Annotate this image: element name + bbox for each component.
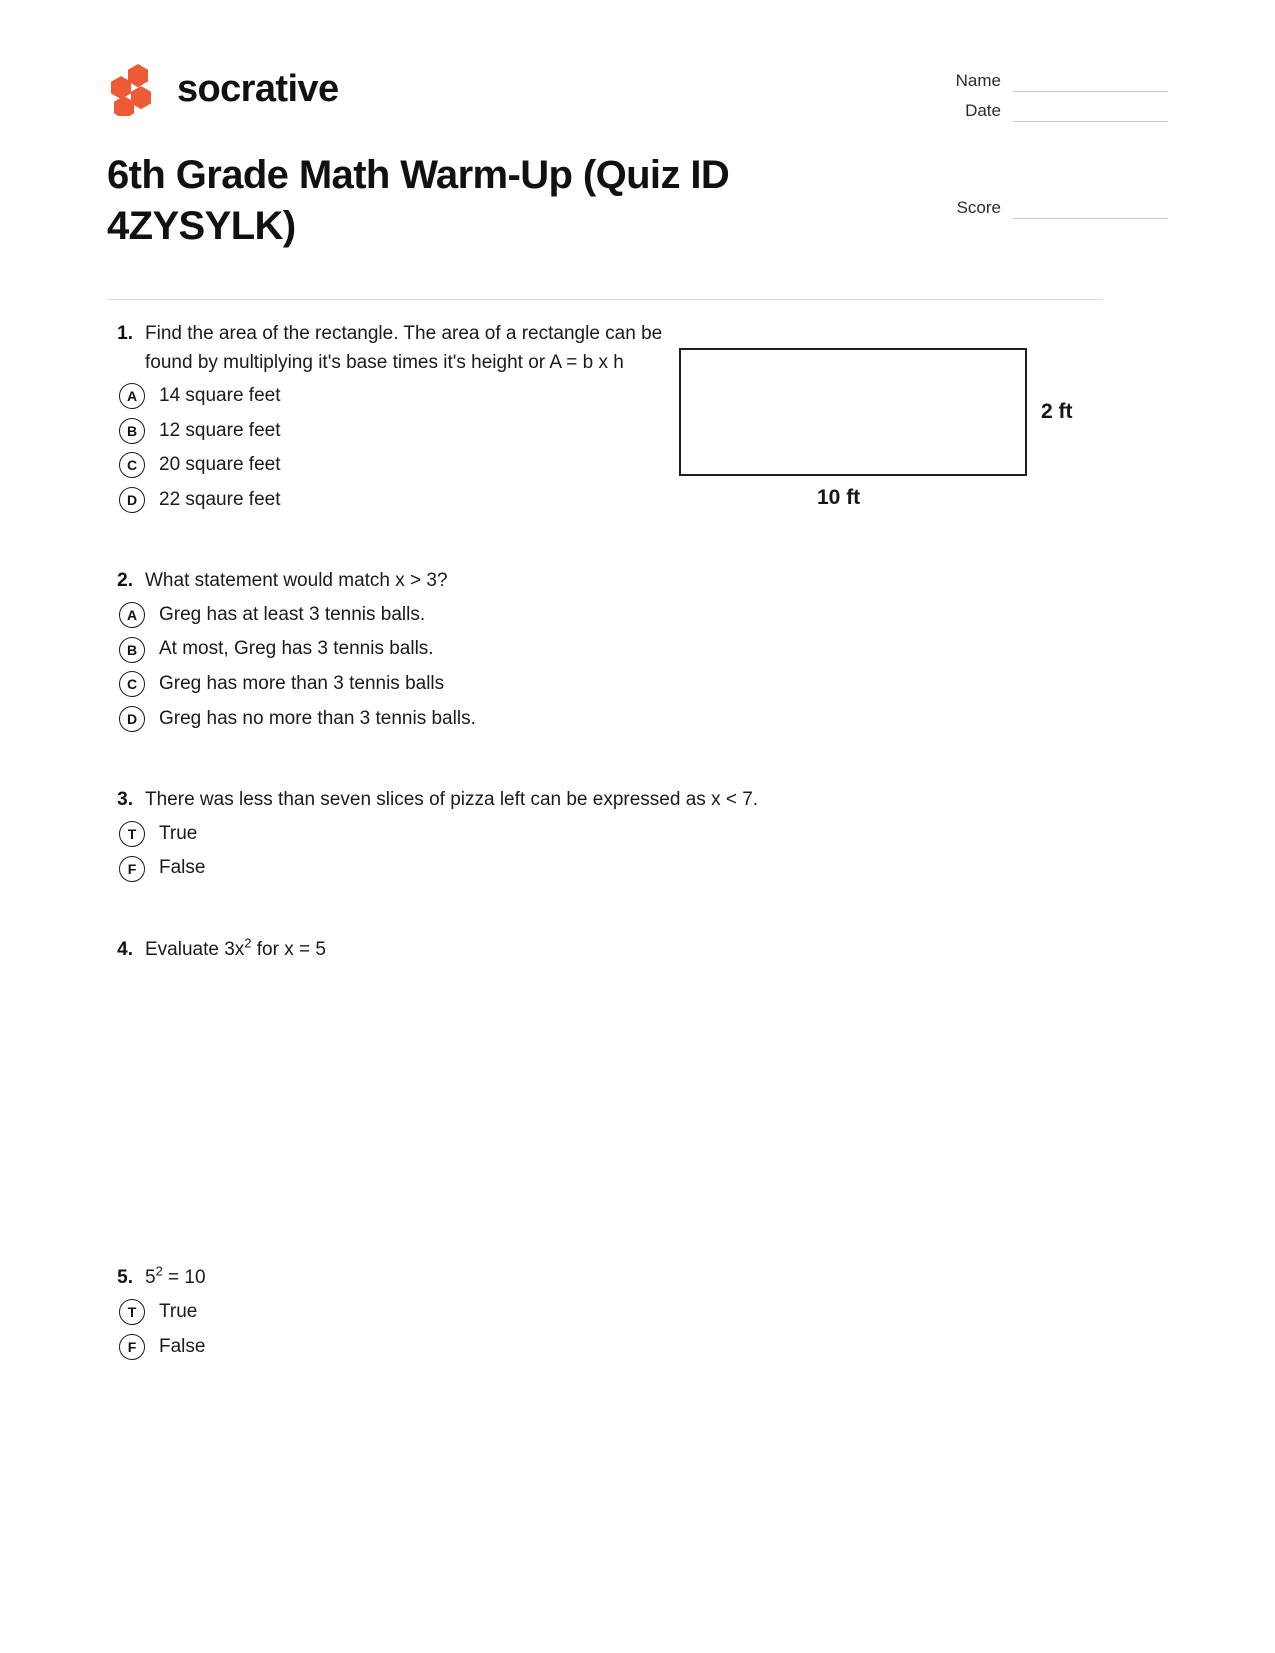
question-3-options [107,821,1107,882]
date-field-row [913,100,1168,122]
spacer-after-q1 [107,521,1107,567]
meta-fields [913,70,1168,227]
question-1-text: Find the area of the rectangle. The area of a rectangle can be found by multiplying it's base times it's height or A = b x h [145,323,663,373]
rectangle-shape [679,348,1027,476]
option-bubble-d[interactable]: D [119,706,145,732]
option-bubble-b[interactable]: B [119,637,145,663]
option-bubble-a[interactable]: A [119,383,145,409]
question-2-option-c[interactable] [107,671,1107,698]
question-2-number: 2. [117,570,133,592]
question-3-text: There was less than seven slices of pizza left can be expressed as x < 7. [145,789,759,811]
question-5-exponent: 2 [155,1264,163,1280]
date-field-label: Date [965,101,1001,121]
option-bubble-a[interactable]: A [119,602,145,628]
question-4-head [107,936,1107,965]
score-field-input[interactable] [1013,199,1168,219]
score-field-row [913,197,1168,219]
question-2-option-d[interactable] [107,706,1107,733]
question-1-head [107,320,667,377]
hexagon-cluster-logo-icon [107,62,159,116]
question-1-option-b[interactable] [107,418,667,445]
option-bubble-true[interactable]: T [119,821,145,847]
option-label-c: 20 square feet [159,454,281,476]
option-label-true: True [159,822,198,844]
question-4-answer-space[interactable] [107,964,1107,1264]
question-1-body [107,320,667,513]
name-field-label: Name [955,71,1001,90]
question-5-number: 5. [117,1267,133,1289]
question-4-exponent: 2 [244,935,252,951]
option-label-false: False [159,857,206,879]
header-divider [107,299,1103,300]
question-3-option-false[interactable] [107,855,1107,882]
name-field-row [913,70,1168,92]
question-2-option-b[interactable] [107,636,1107,663]
date-field-input[interactable] [1013,102,1168,122]
rectangle-height-label: 2 ft [1041,400,1073,423]
question-1-number: 1. [117,323,133,344]
question-1-option-a[interactable] [107,383,667,410]
question-2-head [107,567,1107,596]
option-label-a: 14 square feet [159,385,281,406]
brand-logo [107,62,338,116]
rectangle-width-label: 10 ft [817,486,861,509]
question-2-option-a[interactable] [107,602,1107,629]
option-bubble-c[interactable]: C [119,452,145,478]
option-label-d: 22 sqaure feet [159,488,281,510]
option-bubble-c[interactable]: C [119,671,145,697]
option-label-c: Greg has more than 3 tennis balls [159,673,445,695]
option-label-b: 12 square feet [159,419,281,441]
question-5 [107,1264,1107,1360]
question-4-number: 4. [117,938,133,960]
score-field-label: Score [956,198,1001,218]
option-label-d: Greg has no more than 3 tennis balls. [159,707,476,729]
question-4-text [145,936,326,965]
questions-list [107,320,1107,1368]
question-5-option-false[interactable] [107,1334,1107,1361]
question-5-text-prefix: 5 [145,1267,156,1289]
question-4-text-prefix: Evaluate 3x [145,938,245,960]
question-1-options [107,383,667,513]
question-5-text-suffix: = 10 [162,1267,206,1289]
question-2 [107,567,1107,732]
option-label-false: False [159,1335,206,1357]
spacer-after-q2 [107,740,1107,786]
question-3-number: 3. [117,789,133,811]
name-field-input[interactable] [1013,72,1168,92]
option-label-true: True [159,1300,198,1322]
option-label-a: Greg has at least 3 tennis balls. [159,603,426,625]
question-5-head [107,1264,1107,1293]
question-1 [107,320,1107,513]
option-bubble-d[interactable]: D [119,487,145,513]
option-bubble-false[interactable]: F [119,856,145,882]
spacer-after-q3 [107,890,1107,936]
question-1-figure [667,328,1097,528]
question-2-text: What statement would match x > 3? [145,570,448,592]
question-1-option-c[interactable] [107,452,667,479]
option-label-b: At most, Greg has 3 tennis balls. [159,638,434,660]
question-3-option-true[interactable] [107,821,1107,848]
page-header [107,50,1168,300]
option-bubble-true[interactable]: T [119,1299,145,1325]
question-5-options [107,1299,1107,1360]
question-1-option-d[interactable] [107,487,667,514]
page-title: 6th Grade Math Warm-Up (Quiz ID 4ZYSYLK) [107,153,730,249]
option-bubble-false[interactable]: F [119,1334,145,1360]
question-3 [107,786,1107,882]
question-5-option-true[interactable] [107,1299,1107,1326]
option-bubble-b[interactable]: B [119,418,145,444]
question-4-text-suffix: for x = 5 [251,938,326,960]
question-5-text [145,1264,206,1293]
question-4 [107,936,1107,1265]
question-2-options [107,602,1107,732]
question-3-head [107,786,1107,815]
brand-name: socrative [177,68,339,110]
